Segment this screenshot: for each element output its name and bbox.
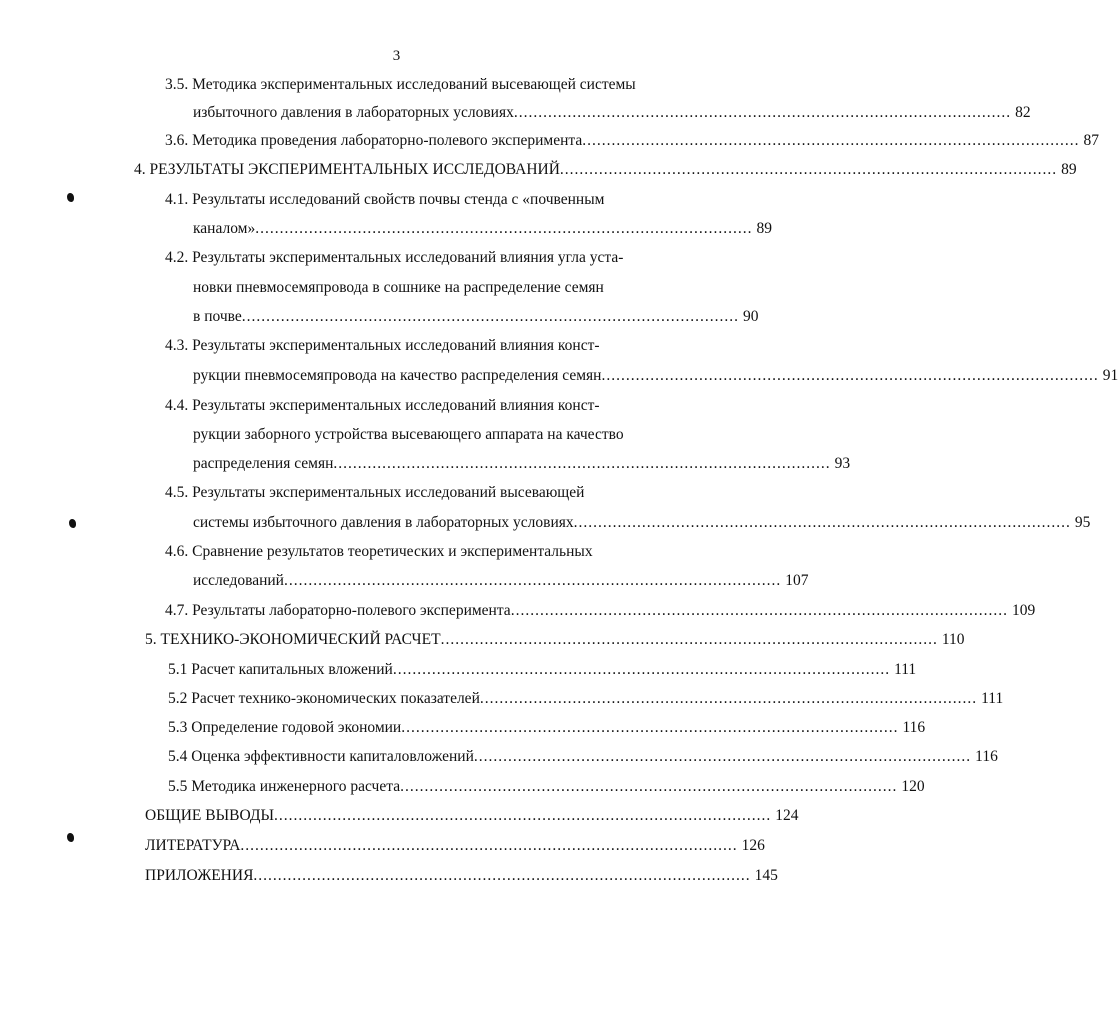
toc-page-number: 111 [981,690,1004,707]
toc-page-number: 91 [1102,367,1118,384]
dot-leader: ...................................................................................................... [333,455,831,472]
toc-page-number: 89 [756,220,772,237]
dot-leader: ...................................................................................................... [400,778,898,795]
toc-entry [193,307,759,327]
toc-entry [145,806,799,826]
toc-page-number: 89 [1061,161,1077,178]
toc-entry-text: ОБЩИЕ ВЫВОДЫ [145,807,274,824]
toc-entry-text: избыточного давления в лабораторных условиях [193,104,514,121]
scan-artifact-mark [67,833,74,842]
dot-leader: ...................................................................................................... [473,748,972,765]
toc-entry-text: 4.7. Результаты лабораторно-полевого эксперимента [165,602,511,619]
toc-entry-text: исследований [193,572,284,589]
toc-page-number: 111 [894,661,917,678]
scan-artifact-mark [69,519,76,528]
toc-entry-text: 5.2 Расчет технико-экономических показателей [168,690,480,707]
toc-entry [193,366,1118,386]
dot-leader: ...................................................................................................... [440,631,938,648]
toc-line: 4.2. Результаты экспериментальных исследований влияния угла уста- [165,249,624,266]
toc-entry [168,689,1004,709]
dot-leader: ...................................................................................................... [273,807,772,824]
toc-page-number: 82 [1015,104,1031,121]
toc-page-number: 95 [1074,514,1091,531]
dot-leader: ...................................................................................................... [559,161,1058,178]
toc-entry [168,777,925,797]
toc-page-number: 90 [743,308,759,325]
toc-entry-text: 4. РЕЗУЛЬТАТЫ ЭКСПЕРИМЕНТАЛЬНЫХ ИССЛЕДОВАНИЙ [134,161,560,178]
dot-leader: ...................................................................................................... [601,367,1099,384]
toc-entry-text: системы избыточного давления в лабораторных условиях [193,514,574,531]
toc-entry-text: распределения семян [193,455,334,472]
toc-page-number: 93 [834,455,851,472]
toc-entry [165,601,1036,621]
dot-leader: ...................................................................................................... [241,308,739,325]
toc-line: 4.1. Результаты исследований свойств почвы стенда с «почвенным [165,191,605,208]
toc-entry [193,513,1091,533]
dot-leader: ...................................................................................................... [253,867,751,884]
toc-entry-text: 5. ТЕХНИКО-ЭКОНОМИЧЕСКИЙ РАСЧЕТ [145,631,441,648]
toc-line: новки пневмосемяпровода в сошнике на распределение семян [193,279,604,296]
toc-entry [168,718,926,738]
toc-line: 4.3. Результаты экспериментальных исследований влияния конст- [165,337,600,354]
dot-leader: ...................................................................................................... [573,514,1071,531]
toc-entry [168,747,998,767]
toc-line: 4.6. Сравнение результатов теоретических и экспериментальных [165,543,593,560]
toc-line: рукции заборного устройства высевающего аппарата на качество [193,426,624,443]
toc-entry-text: рукции пневмосемяпровода на качество распределения семян [193,367,602,384]
toc-page-number: 109 [1011,602,1036,619]
dot-leader: ...................................................................................................... [401,719,899,736]
toc-entry [145,630,965,650]
page-number: 3 [392,48,401,64]
toc-entry-text: в почве [193,308,242,325]
toc-entry [145,836,765,856]
toc-entry [134,160,1077,180]
toc-line: 3.5. Методика экспериментальных исследований высевающей системы [165,76,636,93]
dot-leader: ...................................................................................................... [283,572,782,589]
toc-page-number: 116 [902,719,926,736]
toc-entry-text: 5.5 Методика инженерного расчета [168,778,401,795]
toc-entry-text: ЛИТЕРАТУРА [145,837,241,854]
toc-page-number: 110 [941,631,965,648]
toc-entry-text: 5.4 Оценка эффективности капиталовложений [168,748,474,765]
dot-leader: ...................................................................................................... [510,602,1008,619]
toc-entry [193,219,772,239]
dot-leader: ...................................................................................................... [240,837,738,854]
toc-entry-text: каналом» [193,220,256,237]
toc-entry-text: 5.1 Расчет капитальных вложений [168,661,393,678]
toc-page-number: 120 [901,778,925,795]
toc-line: 4.5. Результаты экспериментальных исследований высевающей [165,484,585,501]
toc-entry [165,131,1099,151]
scan-artifact-mark [67,193,74,202]
toc-page-number: 126 [741,837,765,854]
toc-entry [145,866,778,886]
toc-entry [193,571,809,591]
toc-page-number: 116 [975,748,998,765]
toc-entry-text: 5.3 Определение годовой экономии [168,719,402,736]
toc-entry-text: ПРИЛОЖЕНИЯ [145,867,254,884]
toc-entry [168,660,917,680]
toc-page-number: 87 [1083,132,1099,149]
toc-line: 4.4. Результаты экспериментальных исследований влияния конст- [165,397,600,414]
dot-leader: ...................................................................................................... [582,132,1080,149]
toc-page-number: 107 [785,572,809,589]
dot-leader: ...................................................................................................... [392,661,891,678]
dot-leader: ...................................................................................................... [255,220,753,237]
toc-entry [193,454,851,474]
dot-leader: ...................................................................................................... [479,690,978,707]
dot-leader: ...................................................................................................... [513,104,1012,121]
toc-page-number: 124 [775,807,799,824]
toc-page-number: 145 [754,867,778,884]
toc-entry [193,103,1031,123]
toc-entry-text: 3.6. Методика проведения лабораторно-полевого эксперимента [165,132,583,149]
